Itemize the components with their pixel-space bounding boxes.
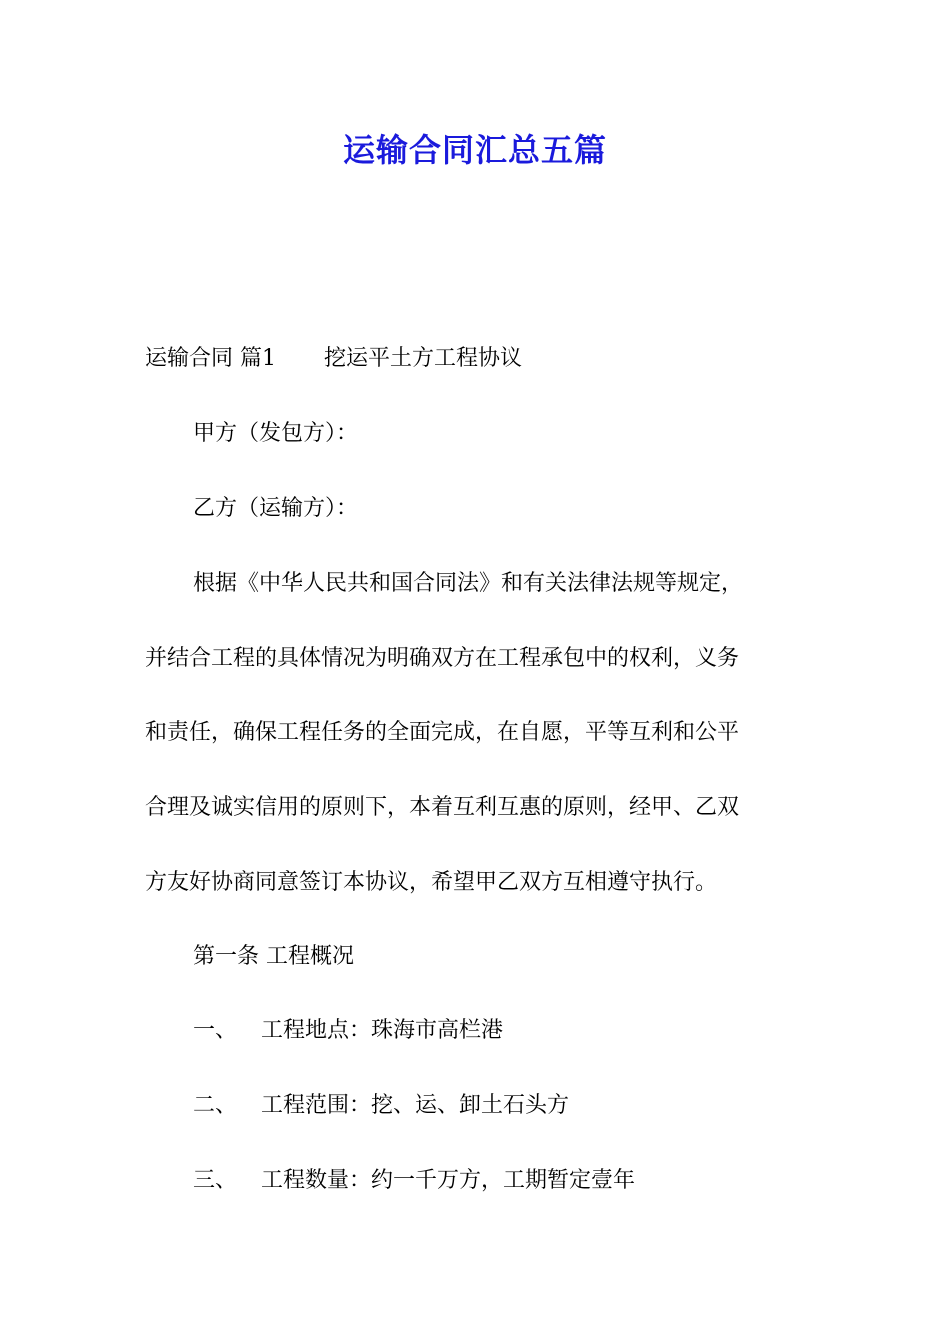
party-b-line: 乙方（运输方）： <box>193 496 359 521</box>
item-text: 工程数量：约一千万方，工期暂定壹年 <box>261 1168 636 1193</box>
item-text: 工程范围：挖、运、卸土石头方 <box>261 1093 570 1118</box>
party-a-line: 甲方（发包方）： <box>193 421 359 446</box>
preamble-line: 和责任，确保工程任务的全面完成，在自愿，平等互利和公平 <box>145 720 740 745</box>
document-title: 运输合同汇总五篇 <box>342 131 607 169</box>
preamble-line: 方友好协商同意签订本协议，希望甲乙双方互相遵守执行。 <box>145 870 718 895</box>
article-item <box>193 1091 858 1121</box>
article-item <box>193 1016 858 1046</box>
article-item <box>193 1166 858 1196</box>
item-text: 工程地点：珠海市高栏港 <box>261 1018 504 1043</box>
section-heading <box>145 344 810 374</box>
preamble-line: 根据《中华人民共和国合同法》和有关法律法规等规定， <box>193 571 744 596</box>
preamble-line: 并结合工程的具体情况为明确双方在工程承包中的权利，义务 <box>145 646 740 671</box>
article-heading: 第一条 工程概况 <box>193 944 354 969</box>
item-number: 一、 <box>193 1018 238 1043</box>
section-label: 运输合同 篇1 <box>145 346 276 371</box>
item-number: 二、 <box>193 1093 238 1118</box>
preamble-line: 合理及诚实信用的原则下，本着互利互惠的原则，经甲、乙双 <box>145 795 740 820</box>
section-subtitle: 挖运平土方工程协议 <box>324 346 523 371</box>
item-number: 三、 <box>193 1168 238 1193</box>
